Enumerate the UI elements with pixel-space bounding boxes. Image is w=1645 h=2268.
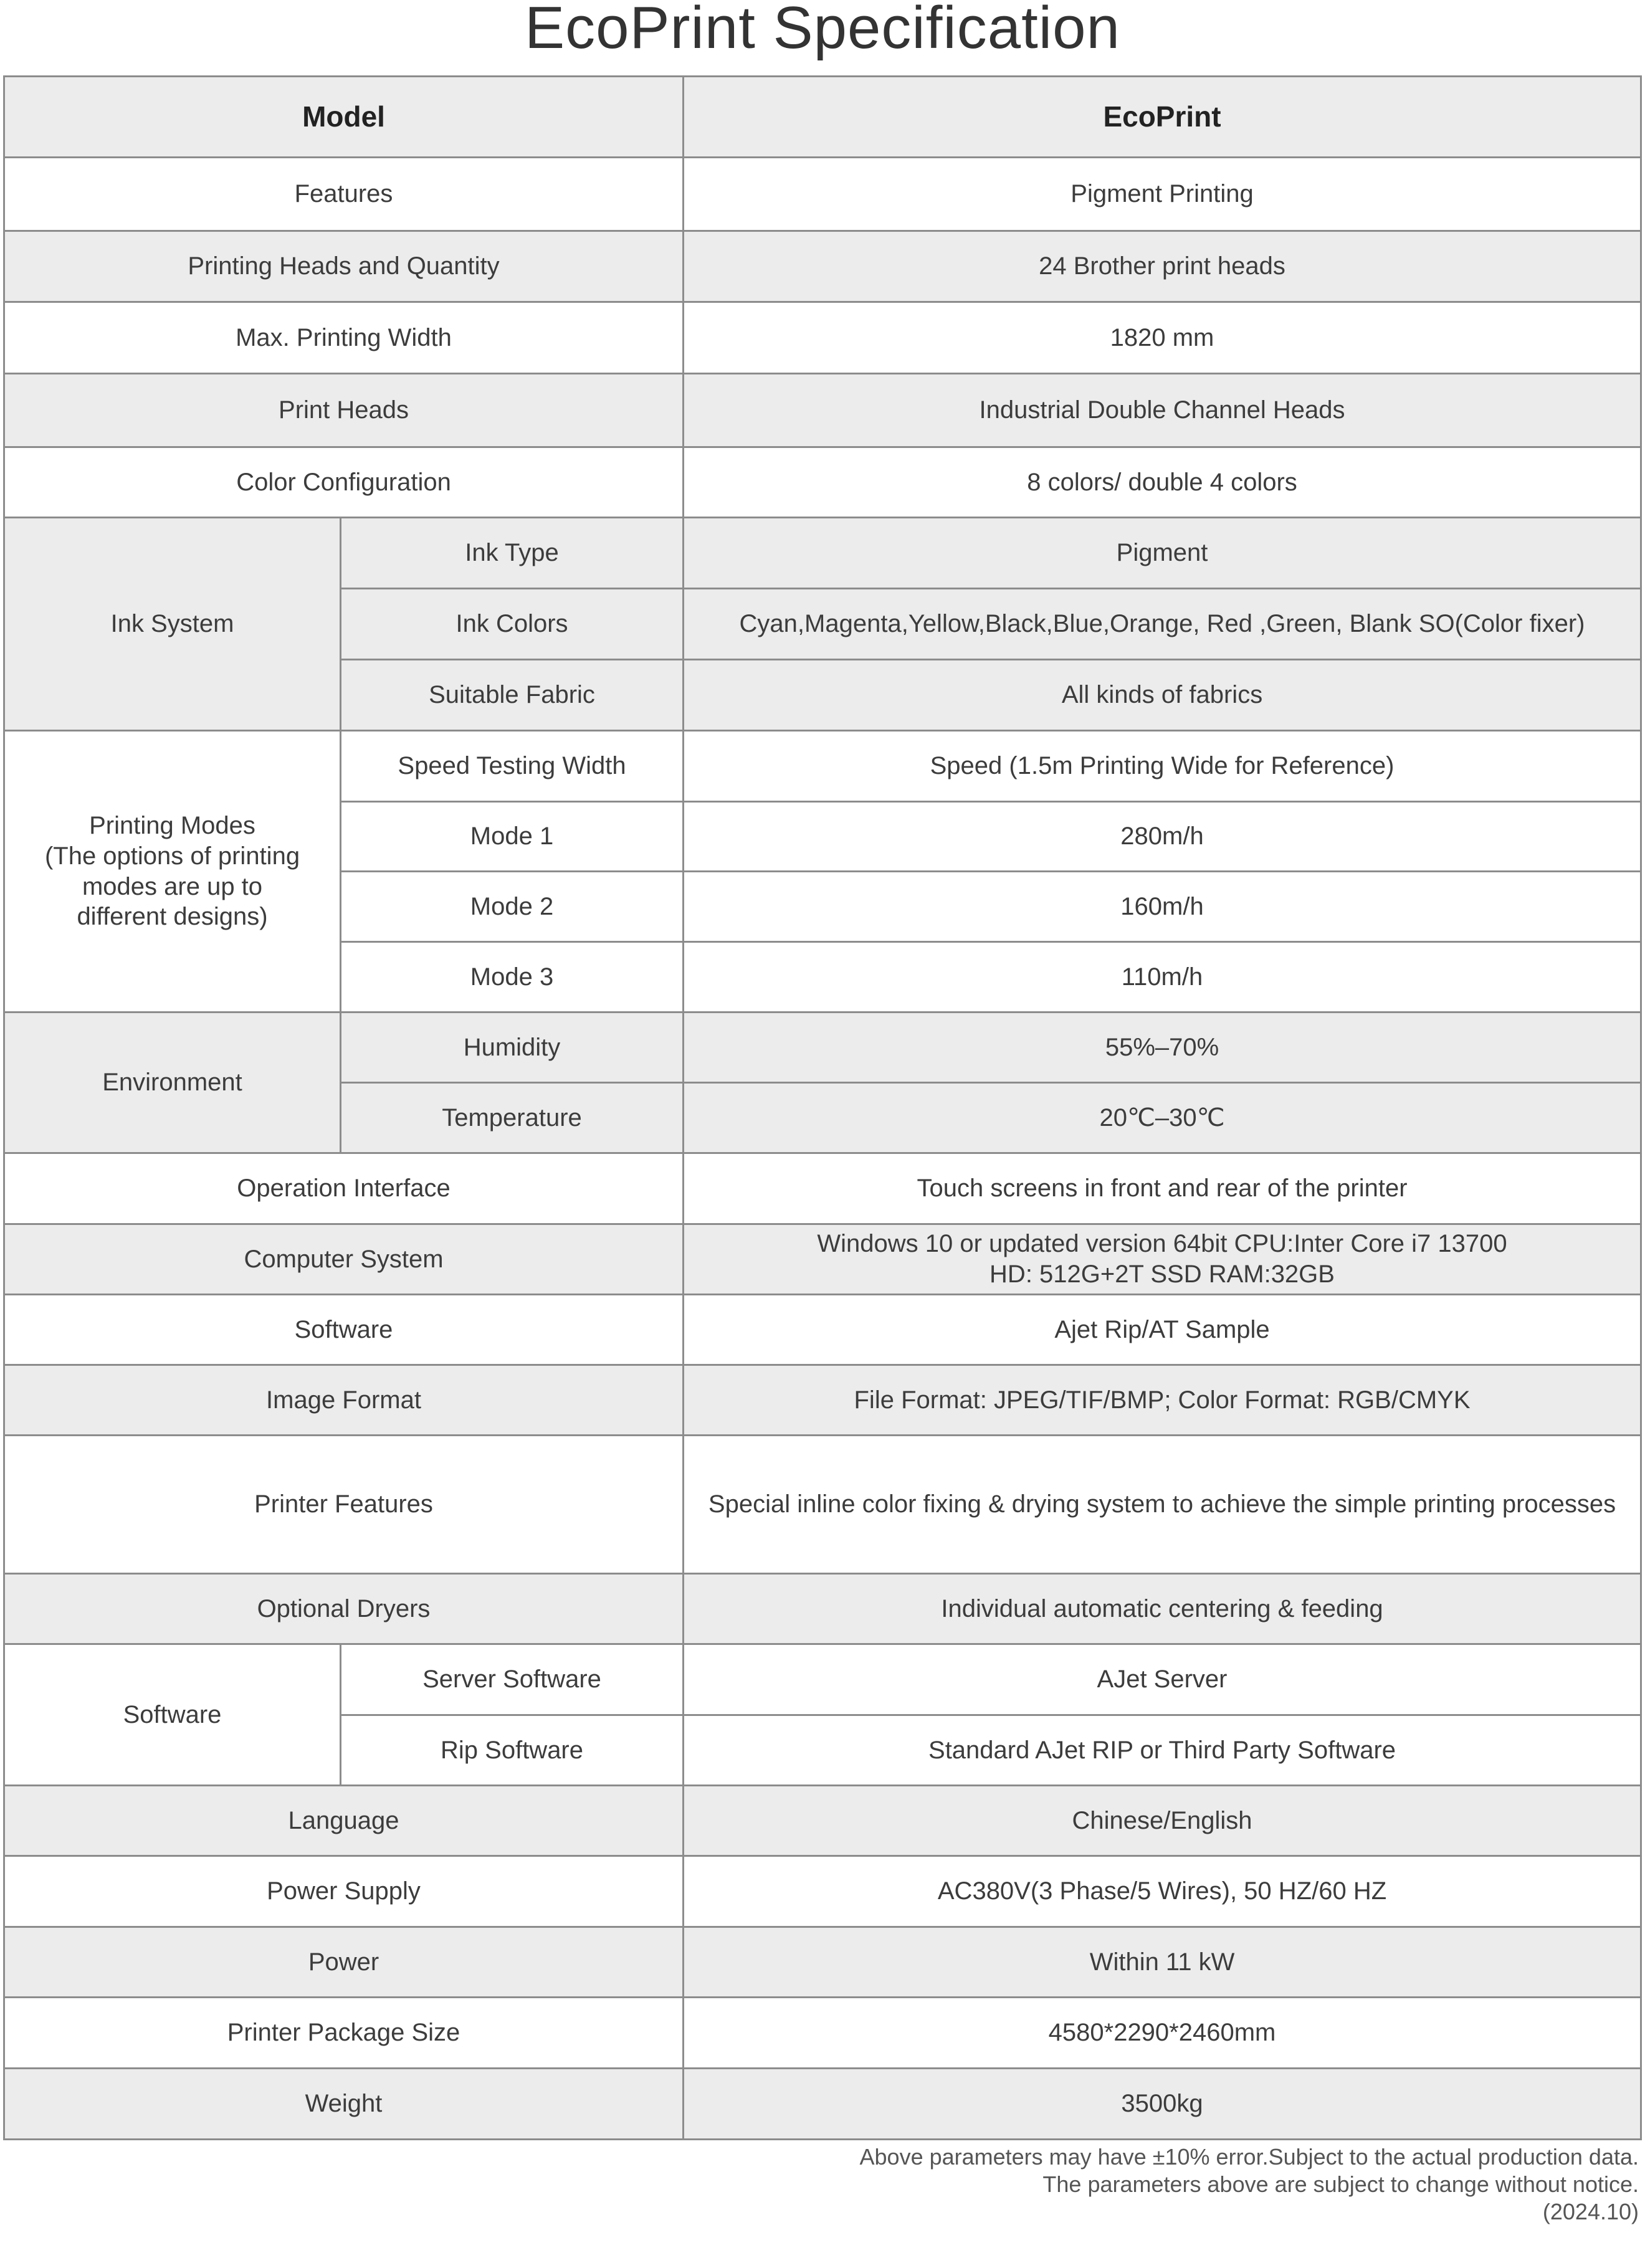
model-label: Model bbox=[4, 77, 684, 158]
row-value: Standard AJet RIP or Third Party Software bbox=[684, 1715, 1641, 1786]
row-label: Operation Interface bbox=[4, 1153, 684, 1224]
table-row bbox=[4, 518, 1641, 589]
printing-modes-line: modes are up to bbox=[82, 872, 263, 900]
table-row bbox=[4, 1998, 1641, 2069]
row-value: Cyan,Magenta,Yellow,Black,Blue,Orange, Red ,Green, Blank SO(Color fixer) bbox=[684, 589, 1641, 660]
model-value: EcoPrint bbox=[684, 77, 1641, 158]
footer-notes bbox=[860, 2143, 1639, 2226]
row-label: Features bbox=[4, 158, 684, 231]
row-sublabel: Ink Colors bbox=[341, 589, 684, 660]
row-label: Print Heads bbox=[4, 374, 684, 447]
row-label: Optional Dryers bbox=[4, 1574, 684, 1644]
row-label: Language bbox=[4, 1786, 684, 1856]
row-sublabel: Rip Software bbox=[341, 1715, 684, 1786]
printing-modes-line: different designs) bbox=[77, 903, 268, 931]
row-value: All kinds of fabrics bbox=[684, 660, 1641, 731]
table-row bbox=[4, 1365, 1641, 1436]
table-header-row bbox=[4, 77, 1641, 158]
table-row bbox=[4, 231, 1641, 302]
row-value: 3500kg bbox=[684, 2069, 1641, 2140]
printing-modes-label bbox=[4, 731, 341, 1012]
row-value: Individual automatic centering & feeding bbox=[684, 1574, 1641, 1644]
printing-modes-line: (The options of printing bbox=[44, 842, 300, 870]
row-label: Power bbox=[4, 1927, 684, 1998]
row-sublabel: Mode 1 bbox=[341, 802, 684, 872]
footer-date: (2024.10) bbox=[1542, 2199, 1639, 2224]
row-sublabel: Ink Type bbox=[341, 518, 684, 589]
row-value: 4580*2290*2460mm bbox=[684, 1998, 1641, 2069]
row-sublabel: Speed Testing Width bbox=[341, 731, 684, 802]
row-sublabel: Humidity bbox=[341, 1012, 684, 1083]
table-row bbox=[4, 1295, 1641, 1365]
row-label: Weight bbox=[4, 2069, 684, 2140]
table-row bbox=[4, 1012, 1641, 1083]
table-row bbox=[4, 1856, 1641, 1927]
row-value: Within 11 kW bbox=[684, 1927, 1641, 1998]
table-row bbox=[4, 374, 1641, 447]
row-value: 160m/h bbox=[684, 872, 1641, 942]
row-value: 8 colors/ double 4 colors bbox=[684, 447, 1641, 518]
table-row bbox=[4, 2069, 1641, 2140]
computer-system-line: Windows 10 or updated version 64bit CPU:Inter Core i7 13700 bbox=[817, 1230, 1507, 1258]
row-label: Printer Package Size bbox=[4, 1998, 684, 2069]
row-value: Pigment Printing bbox=[684, 158, 1641, 231]
row-value: Industrial Double Channel Heads bbox=[684, 374, 1641, 447]
row-value: 20℃–30℃ bbox=[684, 1083, 1641, 1153]
row-sublabel: Mode 3 bbox=[341, 942, 684, 1012]
row-value: 55%–70% bbox=[684, 1012, 1641, 1083]
row-label: Software bbox=[4, 1295, 684, 1365]
table-row bbox=[4, 447, 1641, 518]
row-label: Computer System bbox=[4, 1224, 684, 1295]
row-sublabel: Server Software bbox=[341, 1644, 684, 1715]
row-value bbox=[684, 1224, 1641, 1295]
row-label: Printer Features bbox=[4, 1436, 684, 1574]
row-value: Chinese/English bbox=[684, 1786, 1641, 1856]
table-row bbox=[4, 1786, 1641, 1856]
row-value: Speed (1.5m Printing Wide for Reference) bbox=[684, 731, 1641, 802]
table-row bbox=[4, 1436, 1641, 1574]
table-row bbox=[4, 1224, 1641, 1295]
row-label: Printing Heads and Quantity bbox=[4, 231, 684, 302]
table-row bbox=[4, 1927, 1641, 1998]
page-title: EcoPrint Specification bbox=[525, 0, 1120, 61]
row-label: Image Format bbox=[4, 1365, 684, 1436]
row-label: Max. Printing Width bbox=[4, 302, 684, 374]
table-row bbox=[4, 302, 1641, 374]
footer-note: The parameters above are subject to change without notice. bbox=[1042, 2171, 1639, 2197]
footer-note: Above parameters may have ±10% error.Subject to the actual production data. bbox=[859, 2144, 1639, 2170]
row-value: Pigment bbox=[684, 518, 1641, 589]
computer-system-line: HD: 512G+2T SSD RAM:32GB bbox=[989, 1260, 1335, 1288]
row-value: 280m/h bbox=[684, 802, 1641, 872]
software-group-label: Software bbox=[4, 1644, 341, 1786]
row-label: Power Supply bbox=[4, 1856, 684, 1927]
table-row bbox=[4, 1153, 1641, 1224]
ink-system-label: Ink System bbox=[4, 518, 341, 731]
row-value: Special inline color fixing & drying system to achieve the simple printing processes bbox=[684, 1436, 1641, 1574]
table-row bbox=[4, 158, 1641, 231]
table-row bbox=[4, 731, 1641, 802]
table-row bbox=[4, 1574, 1641, 1644]
row-sublabel: Mode 2 bbox=[341, 872, 684, 942]
table-row bbox=[4, 1644, 1641, 1715]
row-value: 24 Brother print heads bbox=[684, 231, 1641, 302]
row-value: 1820 mm bbox=[684, 302, 1641, 374]
row-value: AC380V(3 Phase/5 Wires), 50 HZ/60 HZ bbox=[684, 1856, 1641, 1927]
row-sublabel: Suitable Fabric bbox=[341, 660, 684, 731]
row-value: Touch screens in front and rear of the printer bbox=[684, 1153, 1641, 1224]
row-label: Color Configuration bbox=[4, 447, 684, 518]
row-value: Ajet Rip/AT Sample bbox=[684, 1295, 1641, 1365]
row-sublabel: Temperature bbox=[341, 1083, 684, 1153]
printing-modes-line: Printing Modes bbox=[89, 811, 255, 839]
environment-label: Environment bbox=[4, 1012, 341, 1153]
row-value: AJet Server bbox=[684, 1644, 1641, 1715]
specification-table bbox=[3, 75, 1642, 2140]
row-value: File Format: JPEG/TIF/BMP; Color Format: RGB/CMYK bbox=[684, 1365, 1641, 1436]
row-value: 110m/h bbox=[684, 942, 1641, 1012]
